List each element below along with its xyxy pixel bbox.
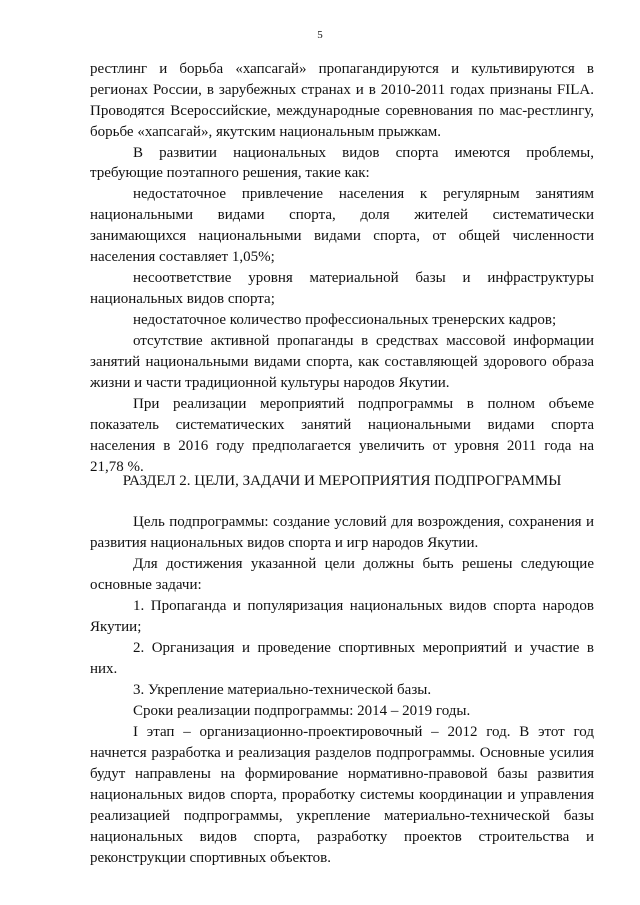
text-line: регионах России, в зарубежных странах и в 2010-2011 годах признаны FILA. <box>90 82 594 98</box>
list-item-line: отсутствие активной пропаганды в средствах массовой информации <box>133 333 594 349</box>
text-line: требующие поэтапного решения, такие как: <box>90 165 370 181</box>
text-line: Цель подпрограммы: создание условий для возрождения, сохранения и <box>133 514 594 530</box>
task-item-line: 3. Укрепление материально-технической базы. <box>133 682 432 698</box>
text-line: реализацией подпрограммы, укрепление материально-технической базы <box>90 808 594 824</box>
text-line: основные задачи: <box>90 577 202 593</box>
text-line: Сроки реализации подпрограммы: 2014 – 2019 годы. <box>133 703 471 719</box>
text-line: реконструкции спортивных объектов. <box>90 850 331 866</box>
list-item-line: занимающихся национальными видами спорта, от общей численности <box>90 228 594 244</box>
text-line: I этап – организационно-проектировочный – 2012 год. В этот год <box>133 724 594 740</box>
task-item-line: 2. Организация и проведение спортивных мероприятий и участие в <box>133 640 594 656</box>
list-item-line: национальных видов спорта; <box>90 291 275 307</box>
list-item-line: недостаточное количество профессиональных тренерских кадров; <box>133 312 557 328</box>
task-item-line: них. <box>90 661 118 677</box>
text-line: В развитии национальных видов спорта имеются проблемы, <box>133 145 594 161</box>
text-line: борьбе «хапсагай», якутским национальным прыжкам. <box>90 124 442 140</box>
text-line: рестлинг и борьба «хапсагай» пропагандируются и культивируются в <box>90 61 594 77</box>
text-line: будут направлены на формирование нормативно-правовой базы развития <box>90 766 594 782</box>
text-line: населения в 2016 году предполагается увеличить от уровня 2011 года на <box>90 438 594 454</box>
section-heading: РАЗДЕЛ 2. ЦЕЛИ, ЗАДАЧИ И МЕРОПРИЯТИЯ ПОДПРОГРАММЫ <box>122 473 562 489</box>
text-line: показатель систематических занятий национальными видами спорта <box>90 417 594 433</box>
list-item-line: населения составляет 1,05%; <box>90 249 275 265</box>
task-item-line: 1. Пропаганда и популяризация национальных видов спорта народов <box>133 598 594 614</box>
list-item-line: жизни и части традиционной культуры народов Якутии. <box>90 375 450 391</box>
text-line: Проводятся Всероссийские, международные соревнования по мас-рестлингу, <box>90 103 594 119</box>
page-number: 5 <box>317 29 323 41</box>
text-line: развития национальных видов спорта и игр народов Якутии. <box>90 535 479 551</box>
text-line: национальных видов спорта, разработку проектов строительства и <box>90 829 594 845</box>
task-item-line: Якутии; <box>90 619 142 635</box>
text-line: начнется разработка и реализация разделов подпрограммы. Основные усилия <box>90 745 594 761</box>
text-line: При реализации мероприятий подпрограммы в полном объеме <box>133 396 594 412</box>
text-line: национальных видов спорта, проработку системы координации и управления <box>90 787 594 803</box>
list-item-line: несоответствие уровня материальной базы и инфраструктуры <box>133 270 594 286</box>
text-line: 21,78 %. <box>90 459 144 475</box>
list-item-line: недостаточное привлечение населения к регулярным занятиям <box>133 186 594 202</box>
text-line: Для достижения указанной цели должны быть решены следующие <box>133 556 594 572</box>
list-item-line: национальными видами спорта, доля жителей систематически <box>90 207 594 223</box>
list-item-line: занятий национальными видами спорта, как составляющей здорового образа <box>90 354 594 370</box>
